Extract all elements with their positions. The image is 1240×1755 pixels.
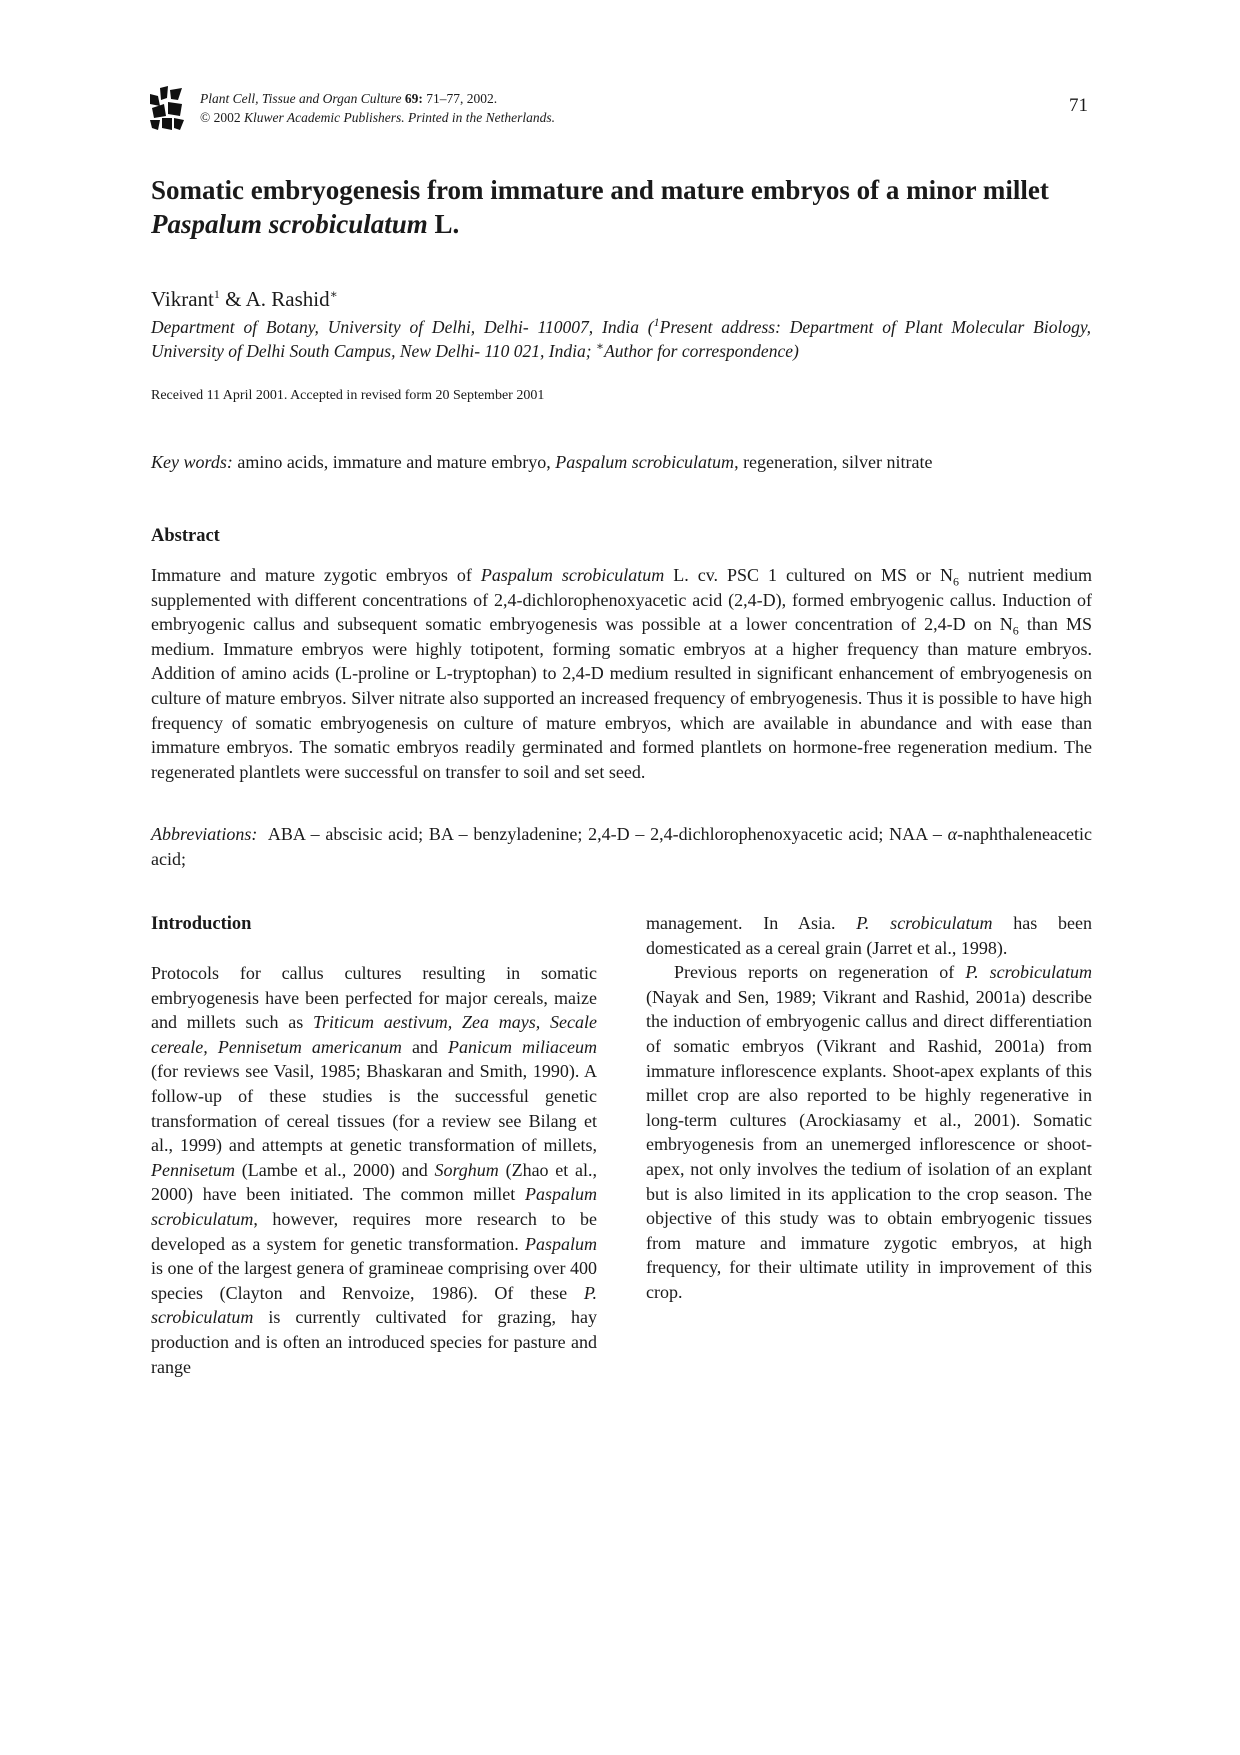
- introduction-right-column: [646, 911, 1092, 1305]
- journal-line-1: Plant Cell, Tissue and Organ Culture 69: 71–77, 2002.: [200, 91, 498, 106]
- introduction-heading: Introduction: [151, 914, 252, 934]
- publisher-logo-icon: [150, 86, 184, 130]
- keywords: Key words: amino acids, immature and mature embryo, Paspalum scrobiculatum, regeneration, silver nitrate: [151, 452, 933, 472]
- introduction-paragraph: Protocols for callus cultures resulting in somatic embryogenesis have been perfected for major cereals, maize and millets such as Triticum aestivum, Zea mays, Secale cereale, Pennisetum americanum and Panicum miliaceum (for reviews see Vasil, 1985; Bhaskaran and Smith, 1990). A follow-up of these studies is the successful genetic transformation of cereal tissues (for a review see Bilang et al., 1999) and attempts at genetic transformation of millets, Pennisetum (Lambe et al., 2000) and Sorghum (Zhao et al., 2000) have been initiated. The common millet Paspalum scrobiculatum, however, requires more research to be developed as a system for genetic transformation. Paspalum is one of the largest genera of gramineae comprising over 400 species (Clayton and Renvoize, 1986). Of these P. scrobiculatum is currently cultivated for grazing, hay production and is often an introduced species for pasture and range: [151, 963, 598, 1377]
- affiliation: Department of Botany, University of Delhi, Delhi- 110007, India ($^1$Present address: Department of Plant Molecular Biology, University of Delhi South Campus, New Delhi- 110 021, India; ∗Author for correspondence): [151, 315, 1091, 361]
- abstract-heading: Abstract: [151, 526, 220, 546]
- abbreviations: Abbreviations: ABA – abscisic acid; BA – benzyladenine; 2,4-D – 2,4-dichlorophenoxyacetic acid; NAA – α-naphthaleneacetic acid;: [151, 824, 1092, 869]
- received-date: Received 11 April 2001. Accepted in revised form 20 September 2001: [151, 388, 545, 403]
- article-title: Somatic embryogenesis from immature and mature embryos of a minor millet Paspalum scrobiculatum L.: [151, 175, 1049, 239]
- introduction-left-column: [151, 961, 597, 1379]
- author-list: Vikrant$^1$ & A. Rashid∗: [151, 287, 338, 311]
- page-number: 71: [1069, 95, 1088, 116]
- introduction-paragraph-2: Previous reports on regeneration of P. scrobiculatum (Nayak and Sen, 1989; Vikrant and Rashid, 2001a) describe the induction of embryogenic callus and direct differentiation of somatic embryos (Vikrant and Rashid, 2001a) from immature inflorescence explants. Shoot-apex explants of this millet crop are also reported to be highly regenerative in long-term cultures (Arockiasamy et al., 2001). Somatic embryogenesis from an unemerged inflorescence or shoot-apex, not only involves the tedium of isolation of an explant but is also limited in its application to the crop season. The objective of this study was to obtain embryogenic tissues from mature and immature zygotic embryos, at high frequency, for their ultimate utility in improvement of this crop.: [646, 962, 1092, 1302]
- journal-line-2: © 2002 Kluwer Academic Publishers. Printed in the Netherlands.: [200, 110, 555, 125]
- abstract-text: Immature and mature zygotic embryos of Paspalum scrobiculatum L. cv. PSC 1 cultured on MS or $N_6$ nutrient medium supplemented with different concentrations of 2,4-dichlorophenoxyacetic acid (2,4-D), formed embryogenic callus. Induction of embryogenic callus and subsequent somatic embryogenesis was possible at a lower concentration of 2,4-D on $N_6$ than MS medium. Immature embryos were highly totipotent, forming somatic embryos at a higher frequency than mature embryos. Addition of amino acids (L-proline or L-tryptophan) to 2,4-D medium resulted in significant enhancement of embryogenesis on culture of mature embryos. Silver nitrate also supported an increased frequency of embryogenesis. Thus it is possible to have high frequency of somatic embryogenesis on culture of mature embryos, which are available in abundance and with ease than immature embryos. The somatic embryos readily germinated and formed plantlets on hormone-free regeneration medium. The regenerated plantlets were successful on transfer to soil and set seed.: [151, 565, 1093, 782]
- introduction-paragraph-continued: management. In Asia. P. scrobiculatum has been domesticated as a cereal grain (Jarret et al., 1998).: [646, 913, 1093, 958]
- journal-citation: [200, 89, 555, 127]
